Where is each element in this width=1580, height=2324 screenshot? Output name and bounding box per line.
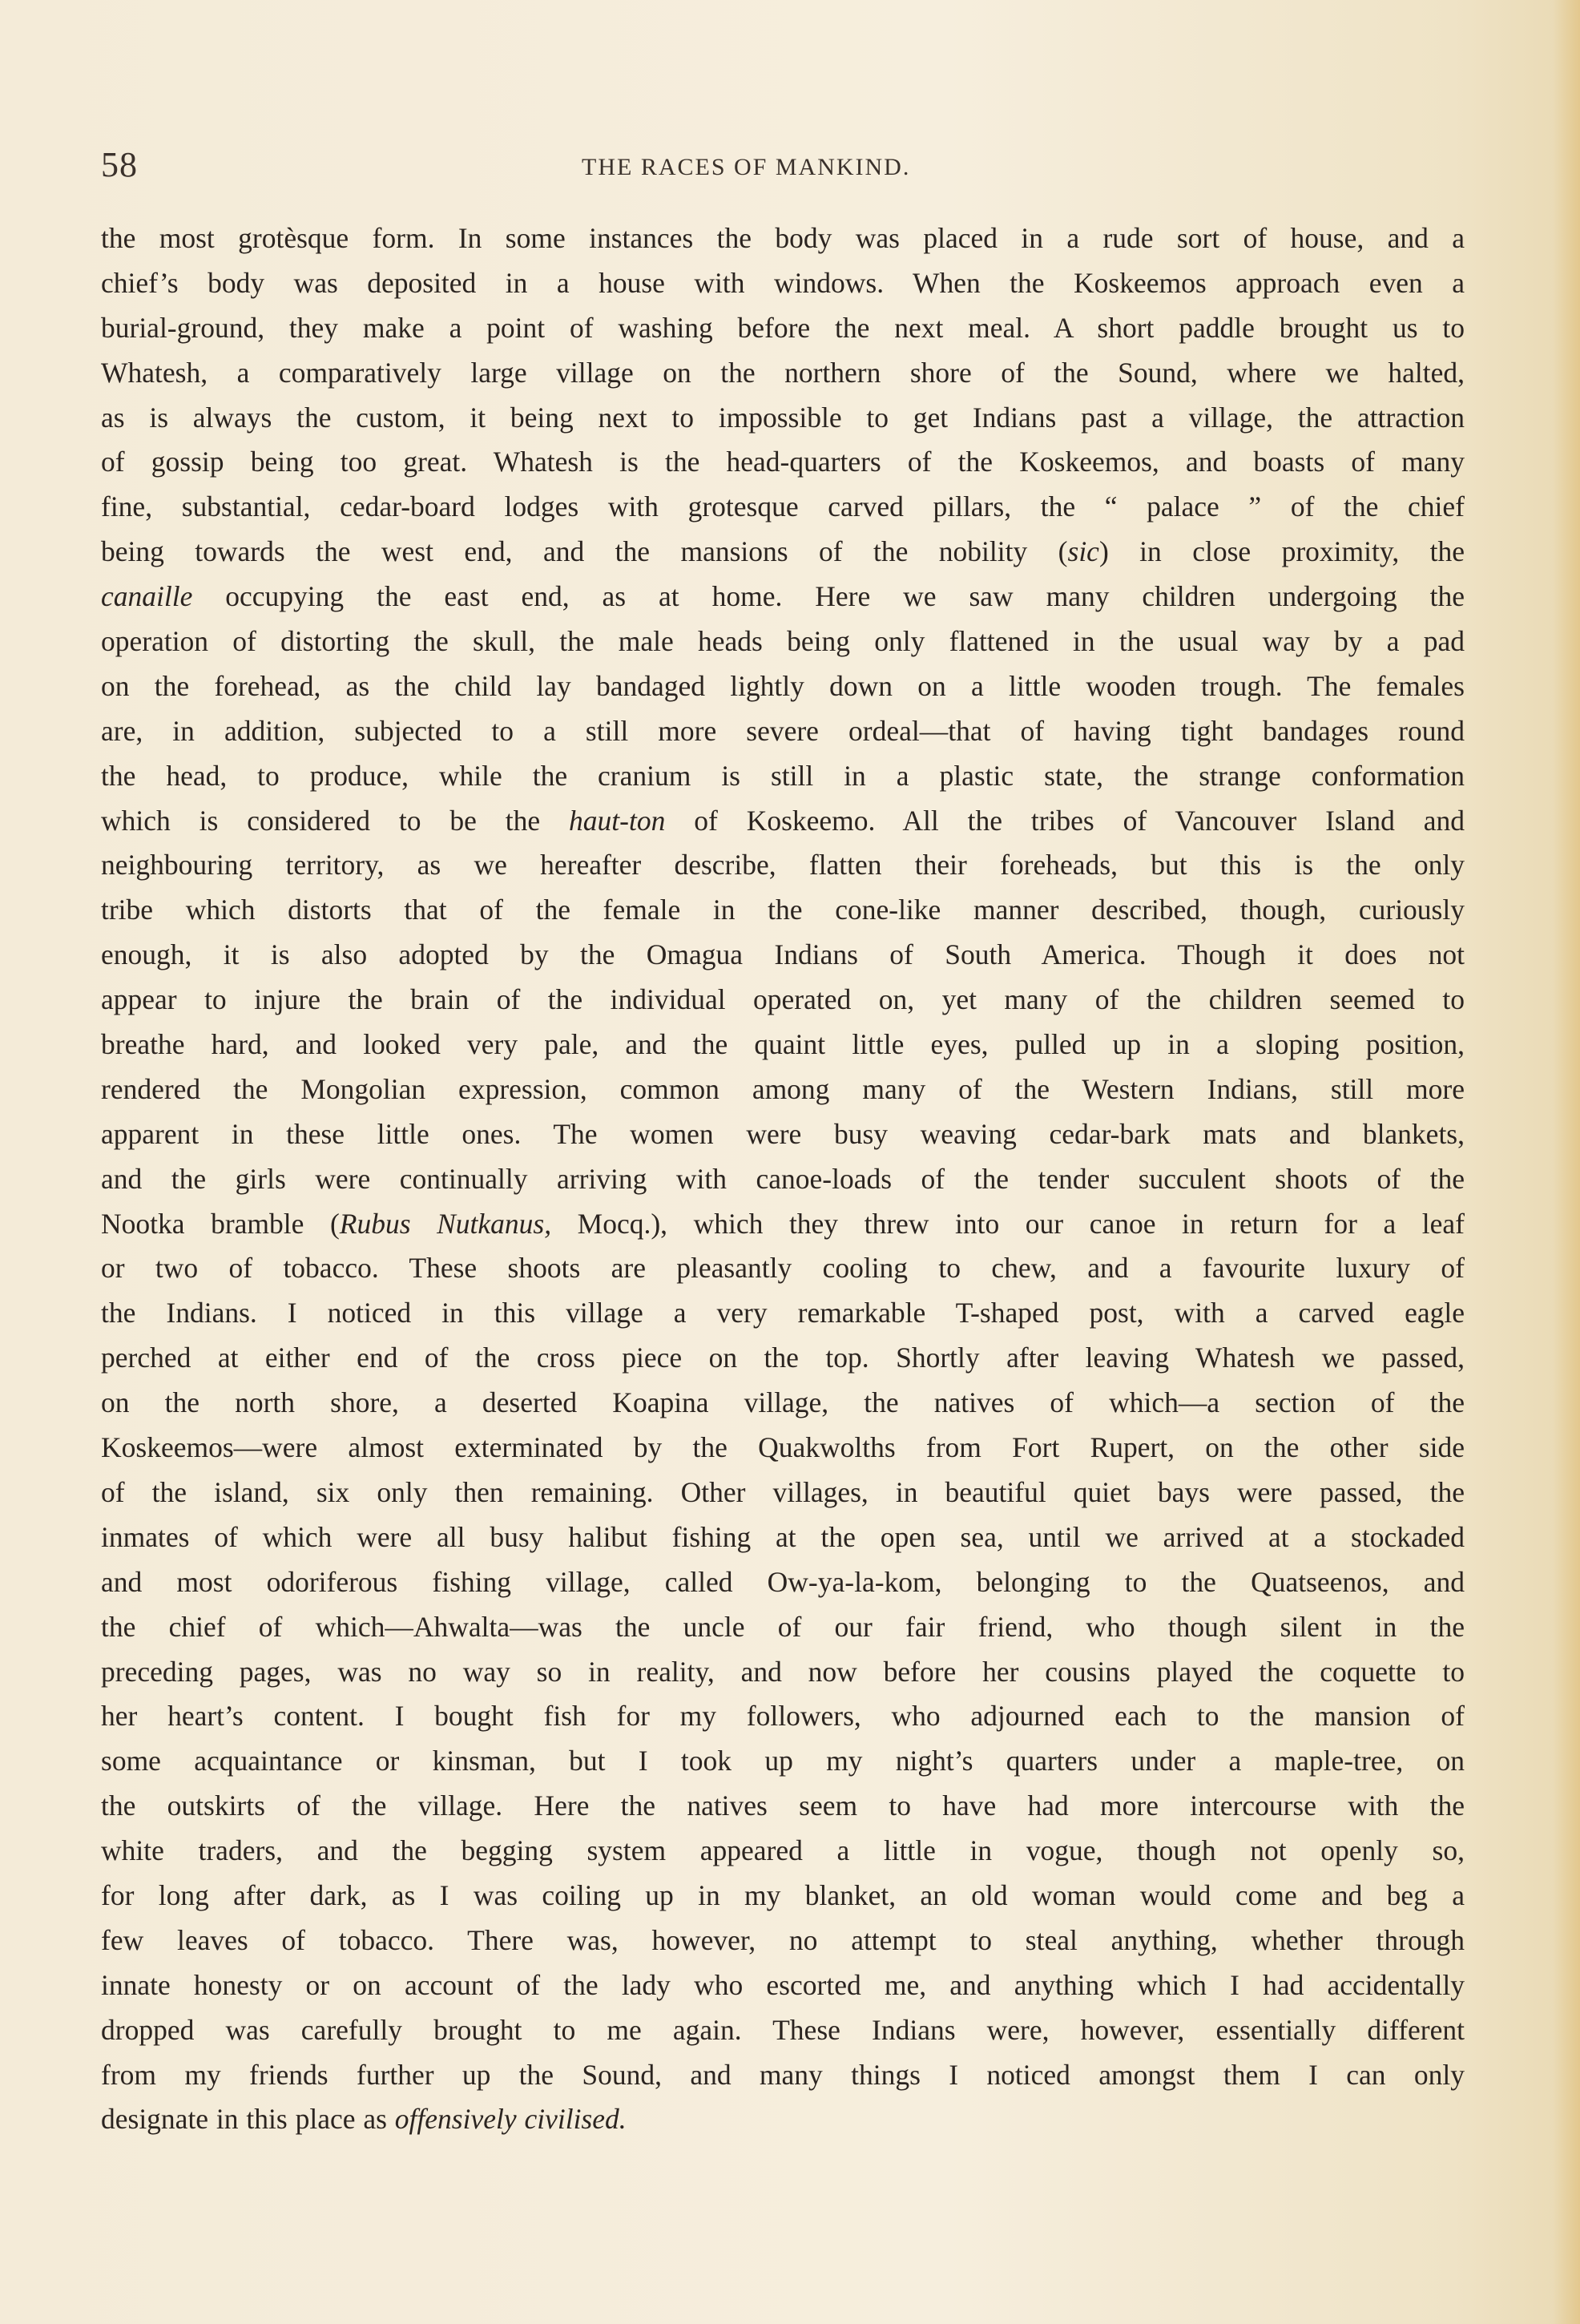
- text-line: [101, 1381, 1465, 1426]
- text-line: [101, 664, 1465, 709]
- italic-segment: offensively civilised.: [394, 2103, 627, 2136]
- text-line: [101, 1515, 1465, 1560]
- text-segment: some acquaintance or kinsman, but I took up my night’s quarters under a maple-tree, on: [101, 1745, 1465, 1777]
- text-segment: chief’s body was deposited in a house with windows. When the Koskeemos approach even a: [101, 266, 1465, 299]
- text-line: [101, 1112, 1465, 1157]
- italic-segment: canaille: [101, 580, 193, 613]
- text-segment: of Koskeemo. All the tribes of Vancouver Island and: [665, 804, 1465, 837]
- text-segment: enough, it is also adopted by the Omagua Indians of South America. Though it does not: [101, 938, 1465, 971]
- text-segment: are, in addition, subjected to a still more severe ordeal—that of having tight bandages round: [101, 714, 1465, 747]
- text-line: [101, 1426, 1465, 1471]
- text-line: [101, 261, 1465, 306]
- text-segment: neighbouring territory, as we hereafter describe, flatten their foreheads, but this is the only: [101, 849, 1465, 882]
- text-line: [101, 396, 1465, 441]
- text-segment: Koskeemos—were almost exterminated by the Quakwolths from Fort Rupert, on the other side: [101, 1431, 1465, 1464]
- text-segment: burial-ground, they make a point of washing before the next meal. A short paddle brought us to: [101, 311, 1465, 344]
- text-line: [101, 1202, 1465, 1247]
- running-title: THE RACES OF MANKIND.: [582, 154, 911, 180]
- page-edge-shading: [1553, 0, 1580, 2324]
- text-segment: on the forehead, as the child lay bandaged lightly down on a little wooden trough. The females: [101, 669, 1465, 702]
- text-line: [101, 1650, 1465, 1695]
- text-line: [101, 216, 1465, 261]
- text-line: [101, 799, 1465, 844]
- text-line: [101, 530, 1465, 575]
- text-segment: which is considered to be the: [101, 804, 570, 837]
- body-text: [101, 216, 1465, 2142]
- text-line: [101, 1694, 1465, 1739]
- text-segment: Nootka bramble (: [101, 1207, 340, 1240]
- text-segment: designate in this place as: [101, 2103, 395, 2136]
- text-segment: from my friends further up the Sound, and many things I noticed amongst them I can only: [101, 2058, 1465, 2091]
- text-segment: few leaves of tobacco. There was, however, no attempt to steal anything, whether through: [101, 1923, 1465, 1956]
- text-line: [101, 754, 1465, 799]
- running-head: [101, 144, 1463, 192]
- text-line: [101, 1336, 1465, 1381]
- text-line: [101, 1829, 1465, 1874]
- text-segment: ) in close proximity, the: [1098, 535, 1465, 568]
- text-line: [101, 2097, 1465, 2142]
- text-line: [101, 888, 1465, 933]
- text-segment: the most grotèsque form. In some instances the body was placed in a rude sort of house, and a: [101, 222, 1465, 254]
- text-line: [101, 1067, 1465, 1112]
- text-segment: fine, substantial, cedar-board lodges with grotesque carved pillars, the “ palace ” of the chief: [101, 490, 1465, 523]
- text-line: [101, 440, 1465, 485]
- text-line: [101, 485, 1465, 530]
- text-segment: being towards the west end, and the mansions of the nobility (: [101, 535, 1068, 568]
- text-line: [101, 306, 1465, 351]
- text-segment: breathe hard, and looked very pale, and the quaint little eyes, pulled up in a sloping position,: [101, 1028, 1465, 1061]
- text-segment: the outskirts of the village. Here the natives seem to have had more intercourse with the: [101, 1789, 1465, 1822]
- page-number: 58: [101, 145, 138, 184]
- text-line: [101, 1023, 1465, 1067]
- text-segment: the head, to produce, while the cranium is still in a plastic state, the strange conformation: [101, 759, 1465, 792]
- text-line: [101, 1246, 1465, 1291]
- text-line: [101, 1784, 1465, 1829]
- text-line: [101, 843, 1465, 888]
- text-segment: appear to injure the brain of the individual operated on, yet many of the children seemed to: [101, 983, 1465, 1016]
- text-segment: as is always the custom, it being next to impossible to get Indians past a village, the attraction: [101, 401, 1465, 434]
- text-segment: on the north shore, a deserted Koapina village, the natives of which—a section of the: [101, 1386, 1465, 1419]
- text-line: [101, 1471, 1465, 1515]
- text-line: [101, 933, 1465, 978]
- text-segment: of gossip being too great. Whatesh is the head-quarters of the Koskeemos, and boasts of many: [101, 446, 1465, 478]
- text-line: [101, 619, 1465, 664]
- text-segment: operation of distorting the skull, the male heads being only flattened in the usual way by a pad: [101, 625, 1465, 658]
- text-segment: Mocq.), which they threw into our canoe in return for a leaf: [551, 1207, 1465, 1240]
- text-segment: perched at either end of the cross piece on the top. Shortly after leaving Whatesh we passed,: [101, 1342, 1465, 1374]
- text-line: [101, 351, 1465, 396]
- text-segment: tribe which distorts that of the female in the cone-like manner described, though, curiously: [101, 894, 1465, 926]
- text-line: [101, 1919, 1465, 1963]
- text-segment: inmates of which were all busy halibut fishing at the open sea, until we arrived at a stockaded: [101, 1520, 1465, 1553]
- text-segment: rendered the Mongolian expression, common among many of the Western Indians, still more: [101, 1072, 1465, 1105]
- text-line: [101, 709, 1465, 754]
- text-segment: the chief of which—Ahwalta—was the uncle of our fair friend, who though silent in the: [101, 1610, 1465, 1643]
- text-segment: her heart’s content. I bought fish for my followers, who adjourned each to the mansion of: [101, 1700, 1465, 1733]
- text-line: [101, 1605, 1465, 1650]
- text-line: [101, 978, 1465, 1023]
- text-segment: Whatesh, a comparatively large village on the northern shore of the Sound, where we halted,: [101, 356, 1465, 389]
- text-segment: of the island, six only then remaining. Other villages, in beautiful quiet bays were passed, the: [101, 1475, 1465, 1508]
- text-segment: and the girls were continually arriving with canoe-loads of the tender succulent shoots of the: [101, 1162, 1465, 1195]
- italic-segment: haut-ton: [569, 804, 666, 837]
- text-segment: occupying the east end, as at home. Here we saw many children undergoing the: [192, 580, 1465, 613]
- text-segment: white traders, and the begging system appeared a little in vogue, though not openly so,: [101, 1834, 1465, 1867]
- text-line: [101, 2053, 1465, 2098]
- text-segment: or two of tobacco. These shoots are pleasantly cooling to chew, and a favourite luxury of: [101, 1252, 1465, 1285]
- text-line: [101, 1874, 1465, 1919]
- text-segment: for long after dark, as I was coiling up in my blanket, an old woman would come and beg a: [101, 1878, 1465, 1911]
- italic-segment: Rubus Nutkanus,: [339, 1207, 552, 1240]
- text-segment: dropped was carefully brought to me again. These Indians were, however, essentially different: [101, 2013, 1465, 2046]
- text-segment: innate honesty or on account of the lady who escorted me, and anything which I had accidentally: [101, 1968, 1465, 2001]
- text-line: [101, 1963, 1465, 2008]
- text-line: [101, 1291, 1465, 1336]
- text-line: [101, 1157, 1465, 1202]
- text-line: [101, 1560, 1465, 1605]
- text-segment: and most odoriferous fishing village, called Ow-ya-la-kom, belonging to the Quatseenos, and: [101, 1565, 1465, 1598]
- text-line: [101, 1739, 1465, 1784]
- text-segment: the Indians. I noticed in this village a very remarkable T-shaped post, with a carved eagle: [101, 1297, 1465, 1329]
- italic-segment: sic: [1067, 535, 1099, 568]
- text-line: [101, 2008, 1465, 2053]
- text-line: [101, 575, 1465, 619]
- text-segment: apparent in these little ones. The women were busy weaving cedar-bark mats and blankets,: [101, 1117, 1465, 1150]
- text-segment: preceding pages, was no way so in reality, and now before her cousins played the coquette to: [101, 1655, 1465, 1688]
